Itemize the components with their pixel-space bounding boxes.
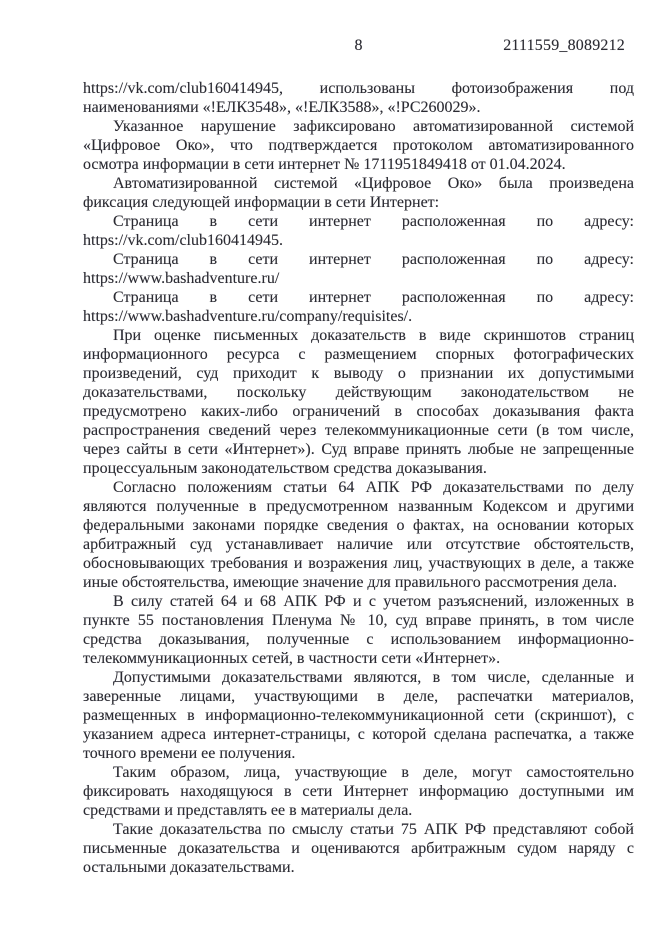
paragraph-apk-articles-64-68: В силу статей 64 и 68 АПК РФ и с учетом разъяснений, изложенных в пункте 55 постановления Пленума № 10, суд вправе принять, в том числе средства доказывания, полученные с использованием информационно-телекоммуникационных сетей, в частности сети «Интернет». [83, 593, 634, 667]
document-body [83, 79, 634, 877]
paragraph-screenshot-evidence-assessment: При оценке письменных доказательств в виде скриншотов страниц информационного ресурса с размещением спорных фотографических произведений, суд приходит к выводу о признании их допустимыми доказательствами, поскольку действующим законодательством не предусмотрено каких-либо ограничений в способах доказывания факта распространения сведений через телекоммуникационные сети (в том числе, через сайты в сети «Интернет»). Суд вправе принять любые не запрещенные процессуальным законодательством средства доказывания. [83, 327, 634, 477]
paragraph-admissible-evidence: Допустимыми доказательствами являются, в том числе, сделанные и заверенные лицами, участвующими в деле, распечатки материалов, размещенных в информационно-телекоммуникационной сети (скриншот), с указанием адреса интернет-страницы, с которой сделана распечатка, а также точного времени ее получения. [83, 669, 634, 762]
page-number: 8 [354, 37, 363, 54]
page-header [83, 36, 634, 55]
document-id: 2111559_8089212 [503, 37, 625, 54]
paragraph-apk-article-75: Такие доказательства по смыслу статьи 75 АПК РФ представляют собой письменные доказательства и оцениваются арбитражным судом наряду с остальными доказательствами. [83, 821, 634, 876]
paragraph-self-fixation: Таким образом, лица, участвующие в деле, могут самостоятельно фиксировать находящуюся в сети Интернет информацию доступными им средствами и представлять ее в материалы дела. [83, 764, 634, 819]
paragraph-page-address-requisites: Страница в сети интернет расположенная по адресу: https://www.bashadventure.ru/company/requisites/. [83, 289, 634, 325]
paragraph-apk-article-64: Согласно положениям статьи 64 АПК РФ доказательствами по делу являются полученные в предусмотренном названным Кодексом и другими федеральными законами порядке сведения о фактах, на основании которых арбитражный суд устанавливает наличие или отсутствие обстоятельств, обосновывающих требования и возражения лиц, участвующих в деле, а также иные обстоятельства, имеющие значение для правильного рассмотрения дела. [83, 479, 634, 591]
paragraph-url-continuation: https://vk.com/club160414945, использованы фотоизображения под наименованиями «!ЕЛК3548», «!ЕЛК3588», «!РС260029». [83, 80, 634, 116]
paragraph-page-address-vk: Страница в сети интернет расположенная по адресу: https://vk.com/club160414945. [83, 213, 634, 249]
paragraph-violation-fixed: Указанное нарушение зафиксировано автоматизированной системой «Цифровое Око», что подтверждается протоколом автоматизированного осмотра информации в сети интернет № 1711951849418 от 01.04.2024. [83, 118, 634, 173]
paragraph-system-fixation: Автоматизированной системой «Цифровое Око» была произведена фиксация следующей информации в сети Интернет: [83, 175, 634, 211]
paragraph-page-address-bashadventure: Страница в сети интернет расположенная по адресу: https://www.bashadventure.ru/ [83, 251, 634, 287]
